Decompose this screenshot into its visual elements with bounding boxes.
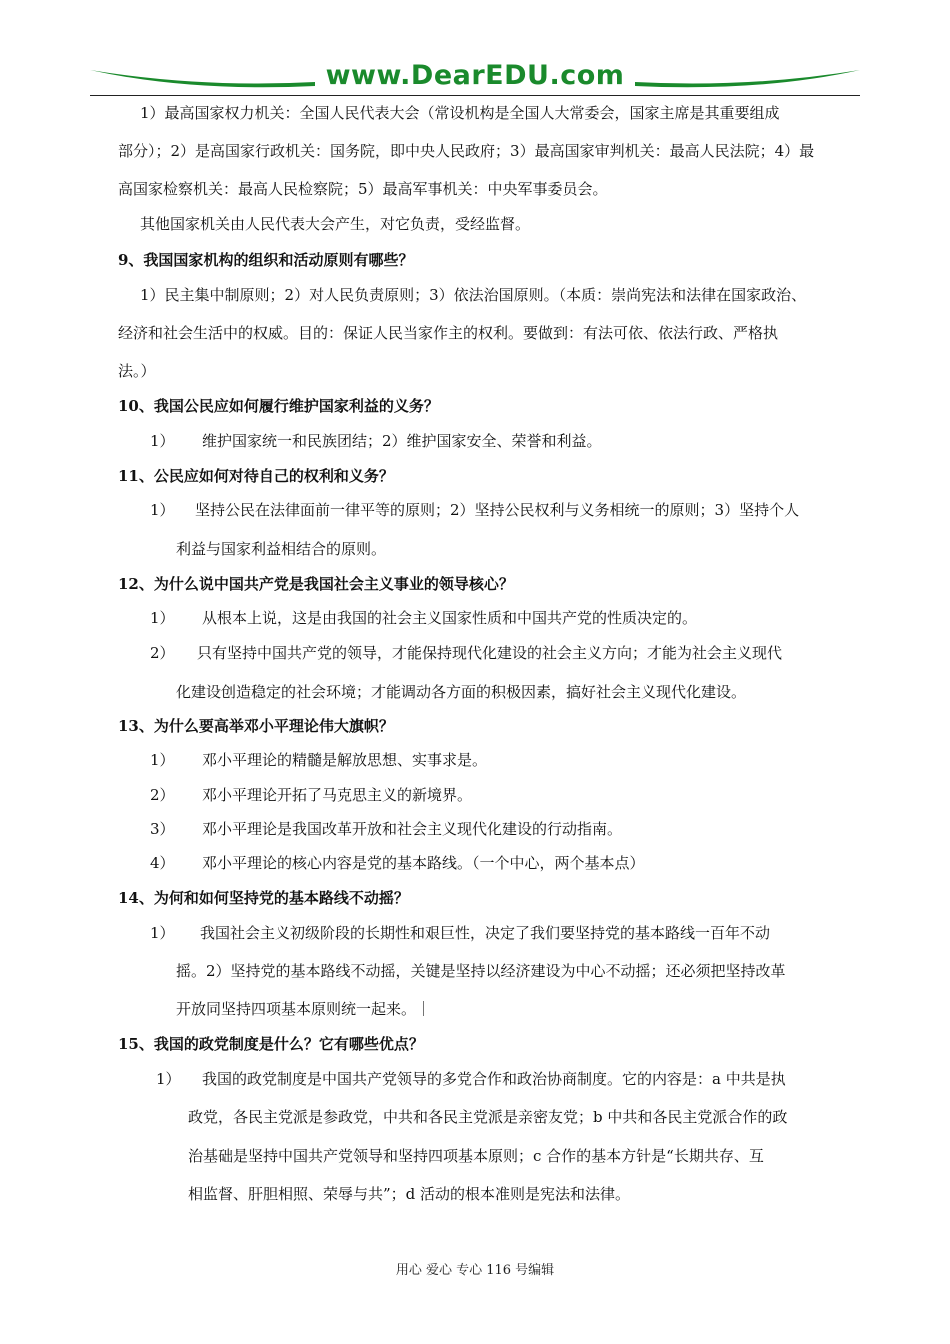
question-heading: 15、我国的政党制度是什么？它有哪些优点？	[118, 1035, 424, 1053]
question-heading: 11、公民应如何对待自己的权利和义务？	[118, 467, 394, 485]
question-heading: 9、我国国家机构的组织和活动原则有哪些？	[118, 251, 414, 269]
list-number: 2）	[150, 786, 175, 804]
paragraph-line: 法。）	[118, 362, 156, 380]
list-number: 1）	[150, 751, 175, 769]
list-number: 2）	[150, 644, 175, 662]
list-item-text: 邓小平理论开拓了马克思主义的新境界。	[202, 786, 473, 804]
list-item-text: 只有坚持中国共产党的领导，才能保持现代化建设的社会主义方向；才能为社会主义现代	[197, 644, 783, 662]
list-item-text: 坚持公民在法律面前一律平等的原则；2）坚持公民权利与义务相统一的原则；3）坚持个人	[195, 501, 800, 519]
paragraph-line: 其他国家机关由人民代表大会产生，对它负责，受经监督。	[140, 215, 531, 233]
list-item-text: 政党，各民主党派是参政党，中共和各民主党派是亲密友党；b 中共和各民主党派合作的政	[188, 1108, 788, 1126]
list-number: 4）	[150, 854, 175, 872]
list-number: 1）	[150, 609, 175, 627]
list-item-text: 化建设创造稳定的社会环境；才能调动各方面的积极因素，搞好社会主义现代化建设。	[176, 683, 747, 701]
list-number: 1）	[156, 1070, 181, 1088]
list-number: 1）	[150, 501, 175, 519]
page-footer: 用心 爱心 专心 116 号编辑	[395, 1263, 555, 1278]
question-heading: 12、为什么说中国共产党是我国社会主义事业的领导核心？	[118, 575, 514, 593]
list-number: 1）	[150, 432, 175, 450]
paragraph-line: 部分）；2）是高国家行政机关：国务院，即中央人民政府；3）最高国家审判机关：最高人民法院；4）最	[118, 142, 815, 160]
paragraph-line: 经济和社会生活中的权威。目的：保证人民当家作主的权利。要做到：有法可依、依法行政、严格执	[118, 324, 779, 342]
header-divider	[90, 95, 860, 96]
paragraph-line: 高国家检察机关：最高人民检察院；5）最高军事机关：中央军事委员会。	[118, 180, 608, 198]
paragraph-line: 1）最高国家权力机关：全国人民代表大会（常设机构是全国人大常委会，国家主席是其重要组成	[140, 104, 780, 122]
list-number: 3）	[150, 820, 175, 838]
list-item-text: 开放同坚持四项基本原则统一起来。｜	[176, 1000, 432, 1018]
list-item-text: 邓小平理论是我国改革开放和社会主义现代化建设的行动指南。	[202, 820, 623, 838]
list-item-text: 我国社会主义初级阶段的长期性和艰巨性，决定了我们要坚持党的基本路线一百年不动	[200, 924, 771, 942]
site-header	[90, 56, 860, 100]
question-heading: 14、为何和如何坚持党的基本路线不动摇？	[118, 889, 409, 907]
list-number: 1）	[150, 924, 175, 942]
list-item-text: 利益与国家利益相结合的原则。	[176, 540, 387, 558]
list-item-text: 相监督、肝胆相照、荣辱与共”；d 活动的根本准则是宪法和法律。	[188, 1185, 631, 1203]
list-item-text: 维护国家统一和民族团结；2）维护国家安全、荣誉和利益。	[202, 432, 602, 450]
list-item-text: 治基础是坚持中国共产党领导和坚持四项基本原则；c 合作的基本方针是“长期共存、互	[188, 1147, 764, 1165]
paragraph-line: 1）民主集中制原则；2）对人民负责原则；3）依法治国原则。（本质：崇尚宪法和法律在国家政治、	[140, 286, 807, 304]
list-item-text: 我国的政党制度是中国共产党领导的多党合作和政治协商制度。它的内容是：a 中共是执	[202, 1070, 786, 1088]
list-item-text: 邓小平理论的核心内容是党的基本路线。（一个中心，两个基本点）	[202, 854, 645, 872]
list-item-text: 从根本上说，这是由我国的社会主义国家性质和中国共产党的性质决定的。	[202, 609, 698, 627]
site-logo[interactable]: www.DearEDU.com	[325, 60, 625, 91]
list-item-text: 摇。2）坚持党的基本路线不动摇，关键是坚持以经济建设为中心不动摇；还必须把坚持改革	[176, 962, 786, 980]
question-heading: 10、我国公民应如何履行维护国家利益的义务？	[118, 397, 439, 415]
question-heading: 13、为什么要高举邓小平理论伟大旗帜？	[118, 717, 394, 735]
list-item-text: 邓小平理论的精髓是解放思想、实事求是。	[202, 751, 488, 769]
